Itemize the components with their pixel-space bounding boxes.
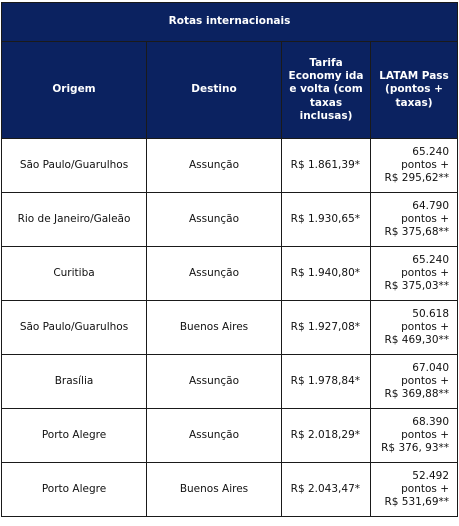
cell-destino: Buenos Aires: [147, 463, 282, 517]
cell-origem: Brasília: [2, 355, 147, 409]
pass-points: 52.492 pontos +: [401, 469, 450, 495]
pass-taxes: R$ 375,03**: [384, 280, 450, 293]
header-latam-pass: LATAM Pass (pontos + taxas): [371, 42, 458, 139]
table-row: [2, 193, 458, 247]
table-title-row: [2, 3, 458, 42]
pass-points: 68.390 pontos +: [401, 415, 450, 441]
cell-latam-pass: [371, 301, 458, 355]
pass-points: 65.240 pontos +: [401, 253, 450, 279]
cell-latam-pass: [371, 193, 458, 247]
cell-tarifa: R$ 1.927,08*: [282, 301, 371, 355]
pass-taxes: R$ 295,62**: [384, 172, 450, 185]
pass-taxes: R$ 469,30**: [384, 334, 450, 347]
table-title: Rotas internacionais: [2, 3, 458, 42]
cell-destino: Assunção: [147, 193, 282, 247]
cell-destino: Assunção: [147, 139, 282, 193]
pass-points: 50.618 pontos +: [401, 307, 450, 333]
cell-origem: São Paulo/Guarulhos: [2, 301, 147, 355]
pass-taxes: R$ 375,68**: [384, 226, 450, 239]
cell-origem: Curitiba: [2, 247, 147, 301]
header-origem: Origem: [2, 42, 147, 139]
cell-origem: Porto Alegre: [2, 463, 147, 517]
cell-latam-pass: [371, 247, 458, 301]
cell-latam-pass: [371, 139, 458, 193]
cell-origem: São Paulo/Guarulhos: [2, 139, 147, 193]
header-tarifa: Tarifa Economy ida e volta (com taxas inclusas): [282, 42, 371, 139]
cell-latam-pass: [371, 355, 458, 409]
pass-points: 64.790 pontos +: [401, 199, 450, 225]
cell-tarifa: R$ 1.861,39*: [282, 139, 371, 193]
table-row: [2, 139, 458, 193]
cell-latam-pass: [371, 409, 458, 463]
cell-tarifa: R$ 1.978,84*: [282, 355, 371, 409]
cell-tarifa: R$ 2.043,47*: [282, 463, 371, 517]
pass-points: 65.240 pontos +: [401, 145, 450, 171]
pass-taxes: R$ 376, 93**: [381, 442, 450, 455]
cell-origem: Porto Alegre: [2, 409, 147, 463]
table-row: [2, 301, 458, 355]
pass-taxes: R$ 531,69**: [384, 496, 450, 509]
pass-points: 67.040 pontos +: [401, 361, 450, 387]
cell-tarifa: R$ 1.930,65*: [282, 193, 371, 247]
routes-table: [1, 2, 458, 517]
cell-tarifa: R$ 1.940,80*: [282, 247, 371, 301]
cell-latam-pass: [371, 463, 458, 517]
cell-destino: Buenos Aires: [147, 301, 282, 355]
table-row: [2, 355, 458, 409]
cell-destino: Assunção: [147, 409, 282, 463]
cell-tarifa: R$ 2.018,29*: [282, 409, 371, 463]
header-destino: Destino: [147, 42, 282, 139]
table-row: [2, 247, 458, 301]
table-row: [2, 409, 458, 463]
pass-taxes: R$ 369,88**: [384, 388, 450, 401]
cell-origem: Rio de Janeiro/Galeão: [2, 193, 147, 247]
cell-destino: Assunção: [147, 247, 282, 301]
table-row: [2, 463, 458, 517]
table-header-row: [2, 42, 458, 139]
cell-destino: Assunção: [147, 355, 282, 409]
